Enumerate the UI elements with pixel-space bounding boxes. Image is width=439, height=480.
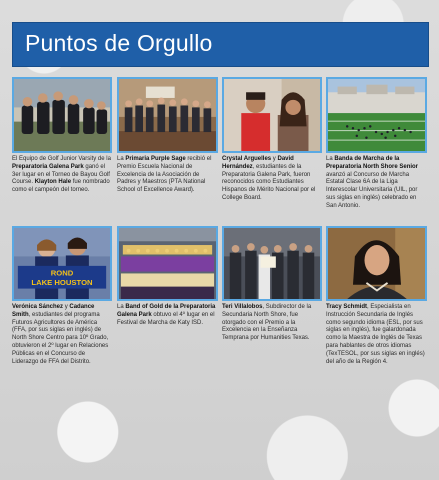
photo-golf-team <box>12 77 112 153</box>
page-header <box>12 22 429 67</box>
caption-teaching-award: Teri Villalobos, Subdirector de la Secundaria North Shore, fue otorgado con el Premio a la Excelencia en la Enseñanza Temprana por Humanities Texas. <box>222 304 312 342</box>
photo-tracy-schmidt <box>326 226 427 301</box>
caption-purple-sage: La Primaria Purple Sage recibió el Premio Escuela Nacional de Excelencia de la Asociación de Padres y Maestros (PTA National School of Excellence Award). <box>117 156 212 194</box>
photo-ffa-students <box>12 226 112 301</box>
caption-hispanic-scholars: Crystal Arguelles y David Hernández, estudiantes de la Preparatoria Galena Park, fueron reconocidos como Estudiantes Hispanos de Mérito Nacional por el College Board. <box>222 156 316 201</box>
photo-hispanic-scholars <box>222 77 322 153</box>
caption-band-of-gold: La Band of Gold de la Preparatoria Galena Park obtuvo el 4º lugar en el Festival de Marcha de Katy ISD. <box>117 304 216 326</box>
caption-marching-band: La Banda de Marcha de la Preparatoria North Shore Senior avanzó al Concurso de Marcha Estatal Clase 6A de la Liga Interescolar Universitaria (UIL, por sus siglas en inglés) celebrado en San Antonio. <box>326 156 419 209</box>
photo-purple-sage-award <box>117 77 218 153</box>
photo-band-of-gold <box>117 226 218 301</box>
photo-teaching-award <box>222 226 322 301</box>
page-title: Puntos de Orgullo <box>25 30 213 56</box>
banner-text-top: ROND <box>50 268 74 278</box>
photo-marching-band-stadium <box>326 77 427 153</box>
caption-tracy-schmidt: Tracy Schmidt, Especialista en Instrucción Secundaria de Inglés como segundo idioma (ESL, por sus siglas en inglés), fue galardonada como la Maestra de Inglés de Texas para hablantes de otros idiomas (TexTESOL, por sus siglas en inglés) del año de la Región 4. <box>326 304 425 365</box>
caption-ffa-students: Verónica Sánchez y Cadance Smith, estudiantes del programa Futuros Agricultores de América (FFA, por sus siglas en inglés) de North Shore Centro para 10º Grado, obtuvieron el 2º lugar en Relaciones Públicas en el Concurso de Liderazgo de FFA del Distrito. <box>12 304 109 365</box>
banner-text-bottom: LAKE HOUSTON <box>31 277 93 287</box>
caption-golf-team: El Equipo de Golf Junior Varsity de la Preparatoria Galena Park ganó el 3er lugar en el Torneo de Bayou Golf Course. Klayton Hale fue nombrado como el campeón del torneo. <box>12 156 111 194</box>
